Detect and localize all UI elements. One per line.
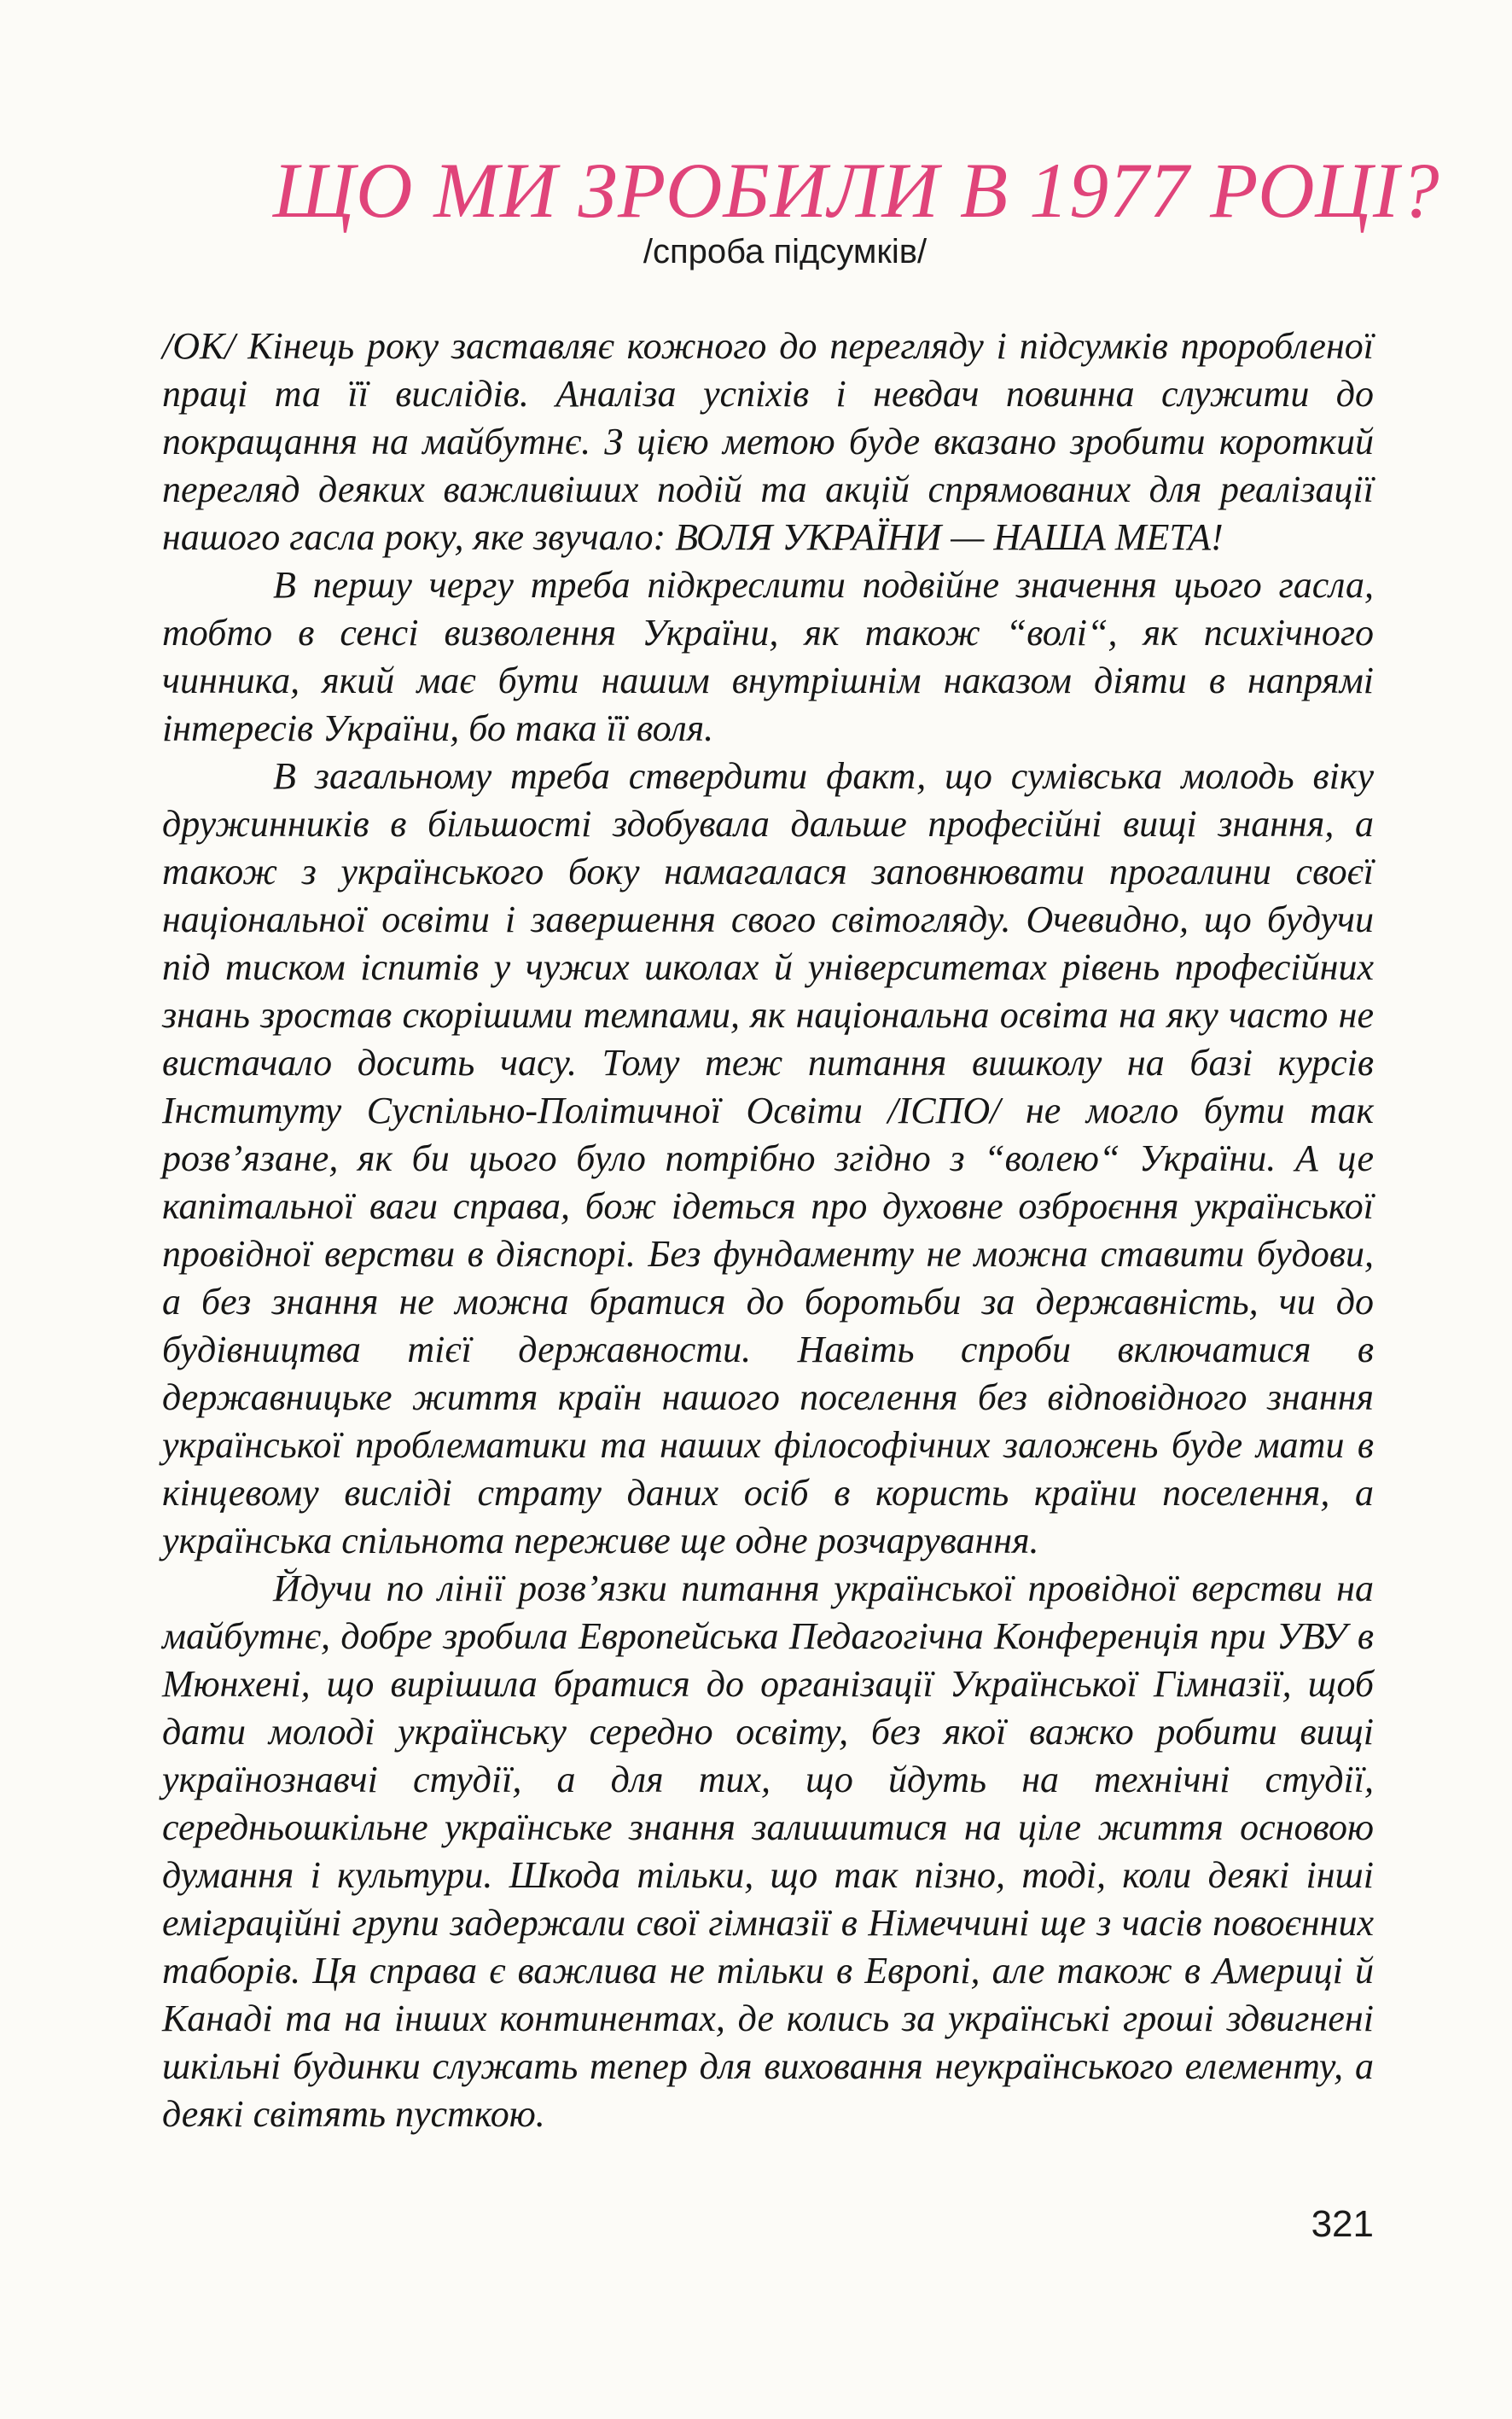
paragraph-1: /ОК/ Кінець року заставляє кожного до перегляду і підсумків проробленої праці та її вислідів. Аналіза успіхів і невдач повинна служити до покращання на майбутнє. З цією метою буде вказано зробити короткий перегляд деяких важливіших подій та акцій спрямованих для реалізації нашого гасла року, яке звучало: ВОЛЯ УКРАЇНИ — НАША МЕТА! [162,325,1374,558]
page-number: 321 [1311,2203,1374,2245]
article-body [162,323,1374,2138]
paragraph-2: В першу чергу треба підкреслити подвійне значення цього гасла, тобто в сенсі визволення України, як також “волі“, як психічного чинника, який має бути нашим внутрішнім наказом діяти в напрямі інтересів України, бо така її воля. [162,564,1374,749]
page-title: ЩО МИ ЗРОБИЛИ В 1977 РОЦІ? [273,147,1440,234]
paragraph-4: Йдучи по лінії розв’язки питання української провідної верстви на майбутнє, добре зробила Европейська Педагогічна Конференція при УВУ в Мюнхені, що вирішила братися до організації Української Гімназії, щоб дати молоді українську середно освіту, без якої важко робити вищі українознавчі студії, а для тих, що йдуть на технічні студії, середньошкільне українське знання залишитися на ціле життя основою думання і культури. Шкода тільки, що так пізно, тоді, коли деякі інші еміграційні групи задержали свої гімназії в Німеччині ще з часів повоєнних таборів. Ця справа є важлива не тільки в Европі, але також в Америці й Канаді та на інших континентах, де колись за українські гроші здвигнені шкільні будинки служать тепер для виховання неукраїнського елементу, а деякі світять пусткою. [162,1567,1374,2135]
paragraph-3: В загальному треба ствердити факт, що сумівська молодь віку дружинників в більшості здобувала дальше професійні вищі знання, а також з українського боку намагалася заповнювати прогалини своєї національної освіти і завершення свого світогляду. Очевидно, що будучи під тиском іспитів у чужих школах й університетах рівень професійних знань зростав скорішими темпами, як національна освіта на яку часто не вистачало досить часу. Тому теж питання вишколу на базі курсів Інституту Суспільно-Політичної Освіти /ІСПО/ не могло бути так розв’язане, як би цього було потрібно згідно з “волею“ України. А це капітальної ваги справа, бож ідеться про духовне озброєння української провідної верстви в діяспорі. Без фундаменту не можна ставити будови, а без знання не можна братися до боротьби за державність, чи до будівництва тієї державности. Навіть спроби включатися в державницьке життя країн нашого поселення без відповідного знання української проблематики та наших філософічних заложень буде мати в кінцевому висліді страту даних осіб в користь країни поселення, а українська спільнота переживе ще одне розчарування. [162,755,1374,1561]
page-subtitle: /спроба підсумків/ [643,233,928,270]
